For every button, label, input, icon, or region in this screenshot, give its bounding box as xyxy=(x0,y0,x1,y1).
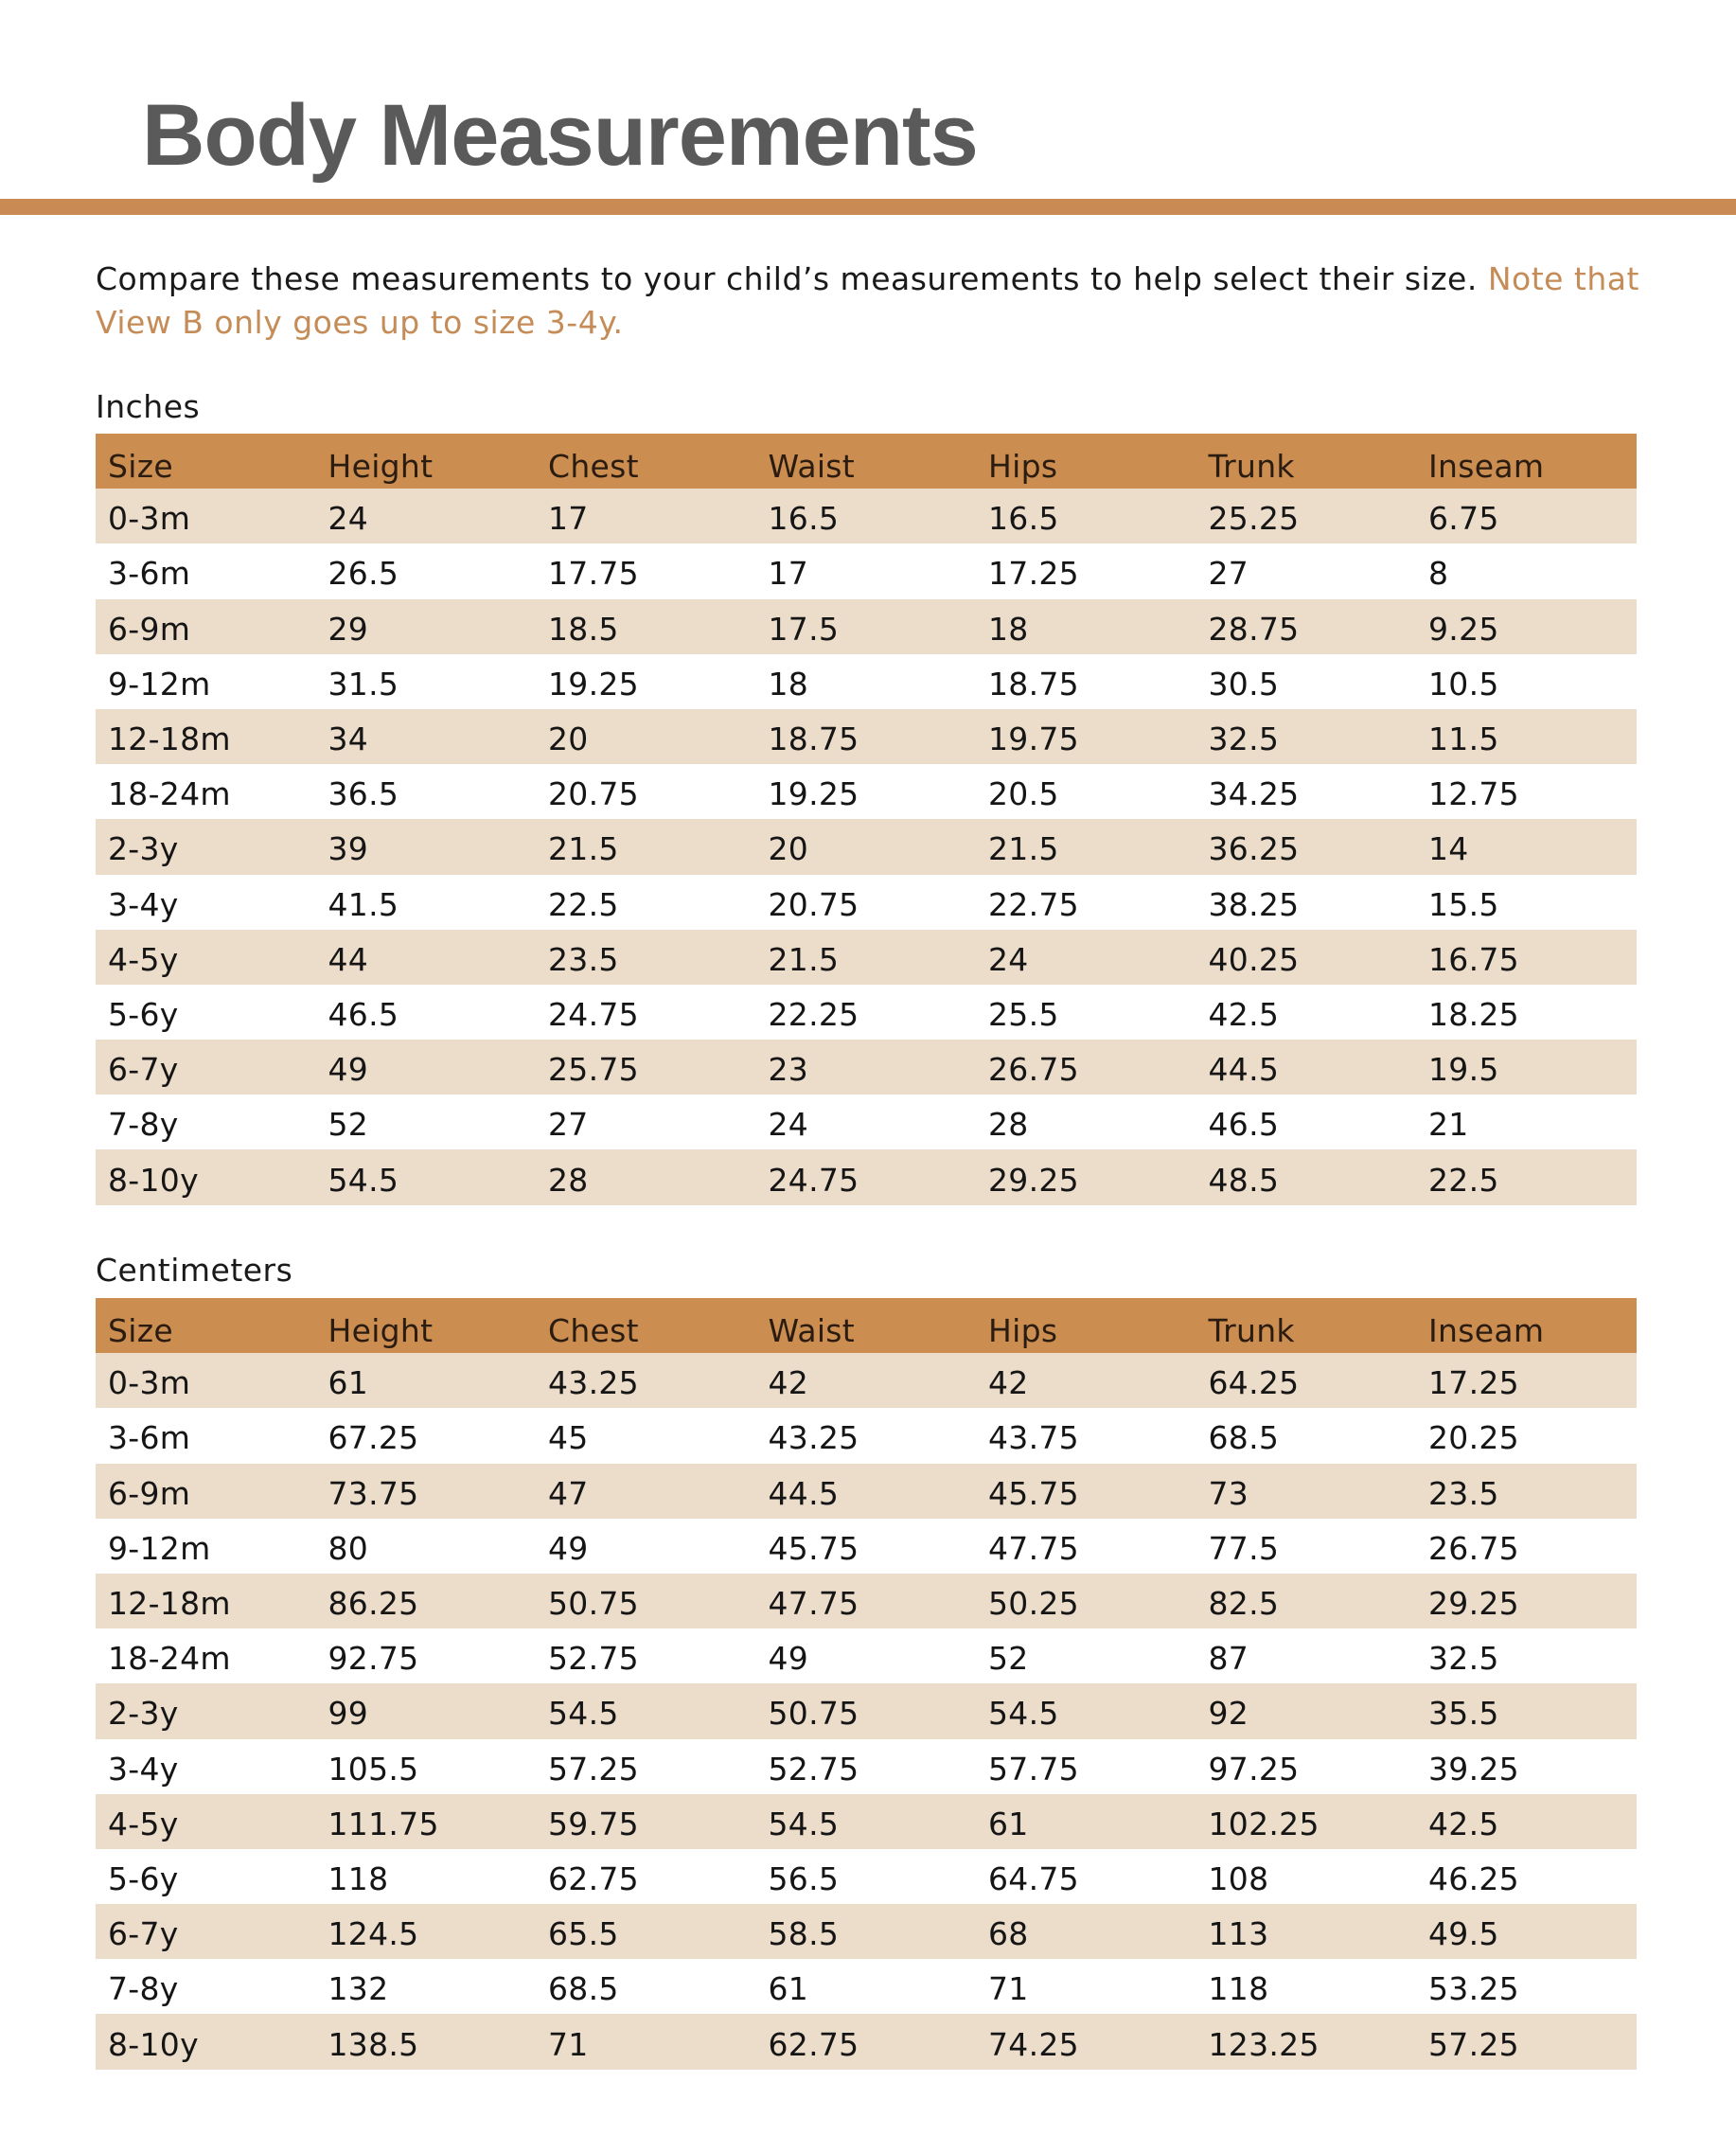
table-cell-chest: 28 xyxy=(548,1161,589,1199)
table-cell-hips: 45.75 xyxy=(988,1474,1079,1512)
table-cell-trunk: 30.5 xyxy=(1208,665,1280,703)
table-cell-chest: 23.5 xyxy=(548,940,619,978)
table-cell-height: 105.5 xyxy=(328,1750,419,1788)
table-cell-waist: 45.75 xyxy=(768,1529,859,1567)
table-cell-waist: 24 xyxy=(768,1106,809,1144)
table-cell-inseam: 46.25 xyxy=(1428,1859,1519,1897)
column-header-trunk: Trunk xyxy=(1208,1312,1295,1350)
table-cell-size: 18-24m xyxy=(108,1640,231,1678)
intro-note: Note that View B only goes up to size 3-4y. xyxy=(96,260,1639,341)
table-cell-hips: 57.75 xyxy=(988,1750,1079,1788)
table-cell-size: 3-6m xyxy=(108,1419,191,1457)
table-row xyxy=(96,1683,1637,1738)
table-cell-size: 4-5y xyxy=(108,1805,179,1842)
table-cell-hips: 29.25 xyxy=(988,1161,1079,1199)
table-cell-height: 73.75 xyxy=(328,1474,419,1512)
table-cell-waist: 20.75 xyxy=(768,885,859,923)
table-cell-chest: 71 xyxy=(548,2025,589,2063)
table-row xyxy=(96,1408,1637,1463)
table-cell-waist: 23 xyxy=(768,1051,809,1089)
table-row xyxy=(96,764,1637,819)
table-row xyxy=(96,1904,1637,1959)
table-row xyxy=(96,489,1637,543)
table-cell-inseam: 6.75 xyxy=(1428,500,1499,538)
table-cell-chest: 49 xyxy=(548,1529,589,1567)
table-cell-hips: 50.25 xyxy=(988,1585,1079,1623)
table-cell-chest: 24.75 xyxy=(548,995,639,1033)
inches-table xyxy=(96,434,1637,1205)
table-cell-inseam: 20.25 xyxy=(1428,1419,1519,1457)
table-cell-hips: 26.75 xyxy=(988,1051,1079,1089)
table-cell-height: 24 xyxy=(328,500,369,538)
table-cell-height: 31.5 xyxy=(328,665,399,703)
table-cell-height: 52 xyxy=(328,1106,369,1144)
table-cell-waist: 18.75 xyxy=(768,721,859,758)
table-cell-hips: 47.75 xyxy=(988,1529,1079,1567)
table-cell-chest: 47 xyxy=(548,1474,589,1512)
table-cell-size: 18-24m xyxy=(108,775,231,813)
table-cell-height: 36.5 xyxy=(328,775,399,813)
table-cell-chest: 20.75 xyxy=(548,775,639,813)
table-row xyxy=(96,1040,1637,1094)
column-header-chest: Chest xyxy=(548,1312,639,1350)
table-cell-height: 138.5 xyxy=(328,2025,419,2063)
table-cell-inseam: 29.25 xyxy=(1428,1585,1519,1623)
table-cell-inseam: 16.75 xyxy=(1428,940,1519,978)
table-cell-inseam: 23.5 xyxy=(1428,1474,1499,1512)
table-cell-size: 0-3m xyxy=(108,1364,191,1402)
table-cell-hips: 20.5 xyxy=(988,775,1059,813)
table-cell-waist: 16.5 xyxy=(768,500,840,538)
table-cell-chest: 17 xyxy=(548,500,589,538)
table-row xyxy=(96,930,1637,985)
table-cell-height: 29 xyxy=(328,610,369,648)
table-cell-inseam: 17.25 xyxy=(1428,1364,1519,1402)
column-header-size: Size xyxy=(108,1312,173,1350)
table-cell-chest: 68.5 xyxy=(548,1970,619,2008)
table-cell-chest: 52.75 xyxy=(548,1640,639,1678)
column-header-hips: Hips xyxy=(988,1312,1058,1350)
table-cell-chest: 62.75 xyxy=(548,1859,639,1897)
table-cell-chest: 59.75 xyxy=(548,1805,639,1842)
inches-label: Inches xyxy=(96,388,201,425)
table-cell-inseam: 49.5 xyxy=(1428,1915,1499,1953)
table-cell-trunk: 82.5 xyxy=(1208,1585,1280,1623)
table-cell-chest: 25.75 xyxy=(548,1051,639,1089)
table-row xyxy=(96,1353,1637,1408)
table-cell-hips: 42 xyxy=(988,1364,1029,1402)
table-cell-hips: 16.5 xyxy=(988,500,1059,538)
table-cell-chest: 19.25 xyxy=(548,665,639,703)
table-cell-inseam: 42.5 xyxy=(1428,1805,1499,1842)
table-row xyxy=(96,1959,1637,2014)
column-header-hips: Hips xyxy=(988,448,1058,486)
table-cell-size: 9-12m xyxy=(108,665,211,703)
table-cell-chest: 43.25 xyxy=(548,1364,639,1402)
column-header-inseam: Inseam xyxy=(1428,1312,1545,1350)
table-cell-height: 46.5 xyxy=(328,995,399,1033)
table-cell-trunk: 102.25 xyxy=(1208,1805,1320,1842)
table-cell-height: 26.5 xyxy=(328,555,399,593)
table-cell-height: 80 xyxy=(328,1529,369,1567)
table-row xyxy=(96,1094,1637,1149)
table-cell-size: 8-10y xyxy=(108,2025,199,2063)
table-cell-size: 8-10y xyxy=(108,1161,199,1199)
table-cell-height: 34 xyxy=(328,721,369,758)
table-cell-size: 7-8y xyxy=(108,1106,179,1144)
table-row xyxy=(96,1149,1637,1204)
title-divider xyxy=(0,199,1736,215)
table-cell-waist: 22.25 xyxy=(768,995,859,1033)
table-row xyxy=(96,599,1637,654)
table-cell-hips: 68 xyxy=(988,1915,1029,1953)
table-cell-hips: 61 xyxy=(988,1805,1029,1842)
table-cell-height: 44 xyxy=(328,940,369,978)
table-cell-waist: 24.75 xyxy=(768,1161,859,1199)
table-cell-size: 12-18m xyxy=(108,721,231,758)
table-cell-chest: 21.5 xyxy=(548,830,619,868)
table-cell-hips: 21.5 xyxy=(988,830,1059,868)
table-cell-size: 2-3y xyxy=(108,830,179,868)
table-cell-inseam: 14 xyxy=(1428,830,1469,868)
table-cell-hips: 17.25 xyxy=(988,555,1079,593)
table-cell-hips: 18.75 xyxy=(988,665,1079,703)
table-row xyxy=(96,985,1637,1040)
column-header-height: Height xyxy=(328,1312,434,1350)
table-cell-trunk: 46.5 xyxy=(1208,1106,1280,1144)
table-cell-size: 12-18m xyxy=(108,1585,231,1623)
table-cell-size: 2-3y xyxy=(108,1695,179,1733)
table-cell-chest: 22.5 xyxy=(548,885,619,923)
table-cell-size: 3-4y xyxy=(108,885,179,923)
table-cell-chest: 18.5 xyxy=(548,610,619,648)
table-cell-trunk: 97.25 xyxy=(1208,1750,1300,1788)
table-cell-waist: 56.5 xyxy=(768,1859,840,1897)
table-cell-trunk: 87 xyxy=(1208,1640,1249,1678)
table-cell-hips: 25.5 xyxy=(988,995,1059,1033)
table-cell-inseam: 22.5 xyxy=(1428,1161,1499,1199)
table-cell-trunk: 42.5 xyxy=(1208,995,1280,1033)
table-cell-size: 6-7y xyxy=(108,1051,179,1089)
table-cell-trunk: 92 xyxy=(1208,1695,1249,1733)
table-cell-hips: 71 xyxy=(988,1970,1029,2008)
table-row xyxy=(96,1519,1637,1574)
table-cell-hips: 24 xyxy=(988,940,1029,978)
table-cell-chest: 50.75 xyxy=(548,1585,639,1623)
table-cell-inseam: 57.25 xyxy=(1428,2025,1519,2063)
table-cell-chest: 65.5 xyxy=(548,1915,619,1953)
table-cell-size: 3-4y xyxy=(108,1750,179,1788)
table-cell-waist: 21.5 xyxy=(768,940,840,978)
table-cell-trunk: 123.25 xyxy=(1208,2025,1320,2063)
table-cell-height: 92.75 xyxy=(328,1640,419,1678)
intro-paragraph xyxy=(96,258,1686,345)
centimeters-label: Centimeters xyxy=(96,1252,293,1289)
table-cell-trunk: 48.5 xyxy=(1208,1161,1280,1199)
table-cell-trunk: 32.5 xyxy=(1208,721,1280,758)
table-cell-inseam: 9.25 xyxy=(1428,610,1499,648)
table-row xyxy=(96,1739,1637,1794)
intro-text: Compare these measurements to your child’s measurements to help select their size. xyxy=(96,260,1478,297)
table-row xyxy=(96,1794,1637,1849)
column-header-chest: Chest xyxy=(548,448,639,486)
table-cell-size: 5-6y xyxy=(108,995,179,1033)
table-cell-hips: 22.75 xyxy=(988,885,1079,923)
table-cell-size: 9-12m xyxy=(108,1529,211,1567)
table-cell-waist: 18 xyxy=(768,665,809,703)
table-cell-trunk: 34.25 xyxy=(1208,775,1300,813)
table-cell-inseam: 8 xyxy=(1428,555,1449,593)
table-cell-trunk: 77.5 xyxy=(1208,1529,1280,1567)
table-cell-hips: 19.75 xyxy=(988,721,1079,758)
table-cell-height: 132 xyxy=(328,1970,389,2008)
table-cell-inseam: 15.5 xyxy=(1428,885,1499,923)
column-header-trunk: Trunk xyxy=(1208,448,1295,486)
table-cell-chest: 45 xyxy=(548,1419,589,1457)
table-cell-hips: 74.25 xyxy=(988,2025,1079,2063)
table-cell-trunk: 27 xyxy=(1208,555,1249,593)
table-cell-hips: 52 xyxy=(988,1640,1029,1678)
table-row xyxy=(96,1849,1637,1904)
table-cell-chest: 27 xyxy=(548,1106,589,1144)
table-row xyxy=(96,875,1637,930)
table-row xyxy=(96,709,1637,764)
table-row xyxy=(96,1628,1637,1683)
table-header-row xyxy=(96,1298,1637,1353)
table-cell-size: 6-9m xyxy=(108,610,191,648)
table-cell-size: 5-6y xyxy=(108,1859,179,1897)
table-row xyxy=(96,1574,1637,1628)
table-cell-trunk: 108 xyxy=(1208,1859,1269,1897)
table-cell-height: 41.5 xyxy=(328,885,399,923)
table-cell-height: 61 xyxy=(328,1364,369,1402)
table-cell-waist: 54.5 xyxy=(768,1805,840,1842)
table-cell-height: 86.25 xyxy=(328,1585,419,1623)
column-header-waist: Waist xyxy=(768,448,856,486)
table-cell-inseam: 39.25 xyxy=(1428,1750,1519,1788)
table-row xyxy=(96,2014,1637,2069)
table-cell-size: 3-6m xyxy=(108,555,191,593)
table-cell-height: 67.25 xyxy=(328,1419,419,1457)
table-cell-trunk: 73 xyxy=(1208,1474,1249,1512)
table-cell-waist: 47.75 xyxy=(768,1585,859,1623)
table-cell-size: 6-9m xyxy=(108,1474,191,1512)
table-row xyxy=(96,819,1637,874)
table-cell-size: 4-5y xyxy=(108,940,179,978)
table-cell-trunk: 38.25 xyxy=(1208,885,1300,923)
table-cell-trunk: 25.25 xyxy=(1208,500,1300,538)
page-title: Body Measurements xyxy=(142,87,978,184)
table-cell-inseam: 32.5 xyxy=(1428,1640,1499,1678)
table-cell-hips: 64.75 xyxy=(988,1859,1079,1897)
table-cell-size: 0-3m xyxy=(108,500,191,538)
table-cell-chest: 57.25 xyxy=(548,1750,639,1788)
table-cell-trunk: 113 xyxy=(1208,1915,1269,1953)
table-cell-inseam: 53.25 xyxy=(1428,1970,1519,2008)
table-cell-inseam: 12.75 xyxy=(1428,775,1519,813)
table-cell-size: 6-7y xyxy=(108,1915,179,1953)
table-cell-waist: 20 xyxy=(768,830,809,868)
table-cell-waist: 17 xyxy=(768,555,809,593)
table-cell-waist: 17.5 xyxy=(768,610,840,648)
table-cell-waist: 19.25 xyxy=(768,775,859,813)
table-cell-chest: 17.75 xyxy=(548,555,639,593)
column-header-inseam: Inseam xyxy=(1428,448,1545,486)
table-cell-trunk: 40.25 xyxy=(1208,940,1300,978)
table-header-row xyxy=(96,434,1637,489)
table-cell-trunk: 44.5 xyxy=(1208,1051,1280,1089)
table-cell-trunk: 68.5 xyxy=(1208,1419,1280,1457)
table-cell-hips: 54.5 xyxy=(988,1695,1059,1733)
table-cell-inseam: 21 xyxy=(1428,1106,1469,1144)
table-cell-inseam: 26.75 xyxy=(1428,1529,1519,1567)
table-cell-waist: 50.75 xyxy=(768,1695,859,1733)
table-cell-waist: 58.5 xyxy=(768,1915,840,1953)
table-cell-inseam: 35.5 xyxy=(1428,1695,1499,1733)
table-cell-chest: 54.5 xyxy=(548,1695,619,1733)
table-cell-inseam: 18.25 xyxy=(1428,995,1519,1033)
table-cell-inseam: 11.5 xyxy=(1428,721,1499,758)
table-cell-trunk: 36.25 xyxy=(1208,830,1300,868)
table-cell-height: 111.75 xyxy=(328,1805,439,1842)
table-row xyxy=(96,654,1637,709)
table-cell-inseam: 19.5 xyxy=(1428,1051,1499,1089)
table-cell-chest: 20 xyxy=(548,721,589,758)
column-header-waist: Waist xyxy=(768,1312,856,1350)
table-row xyxy=(96,543,1637,598)
table-cell-size: 7-8y xyxy=(108,1970,179,2008)
table-cell-waist: 44.5 xyxy=(768,1474,840,1512)
table-cell-hips: 43.75 xyxy=(988,1419,1079,1457)
table-cell-waist: 62.75 xyxy=(768,2025,859,2063)
centimeters-table xyxy=(96,1298,1637,2070)
table-cell-waist: 42 xyxy=(768,1364,809,1402)
table-cell-waist: 61 xyxy=(768,1970,809,2008)
table-cell-hips: 18 xyxy=(988,610,1029,648)
table-cell-trunk: 118 xyxy=(1208,1970,1269,2008)
table-cell-height: 49 xyxy=(328,1051,369,1089)
table-cell-trunk: 64.25 xyxy=(1208,1364,1300,1402)
table-cell-trunk: 28.75 xyxy=(1208,610,1300,648)
table-row xyxy=(96,1464,1637,1519)
table-cell-inseam: 10.5 xyxy=(1428,665,1499,703)
table-cell-waist: 49 xyxy=(768,1640,809,1678)
table-cell-height: 99 xyxy=(328,1695,369,1733)
table-cell-height: 39 xyxy=(328,830,369,868)
table-cell-hips: 28 xyxy=(988,1106,1029,1144)
column-header-size: Size xyxy=(108,448,173,486)
table-cell-waist: 43.25 xyxy=(768,1419,859,1457)
table-cell-waist: 52.75 xyxy=(768,1750,859,1788)
table-cell-height: 124.5 xyxy=(328,1915,419,1953)
table-cell-height: 54.5 xyxy=(328,1161,399,1199)
column-header-height: Height xyxy=(328,448,434,486)
table-cell-height: 118 xyxy=(328,1859,389,1897)
